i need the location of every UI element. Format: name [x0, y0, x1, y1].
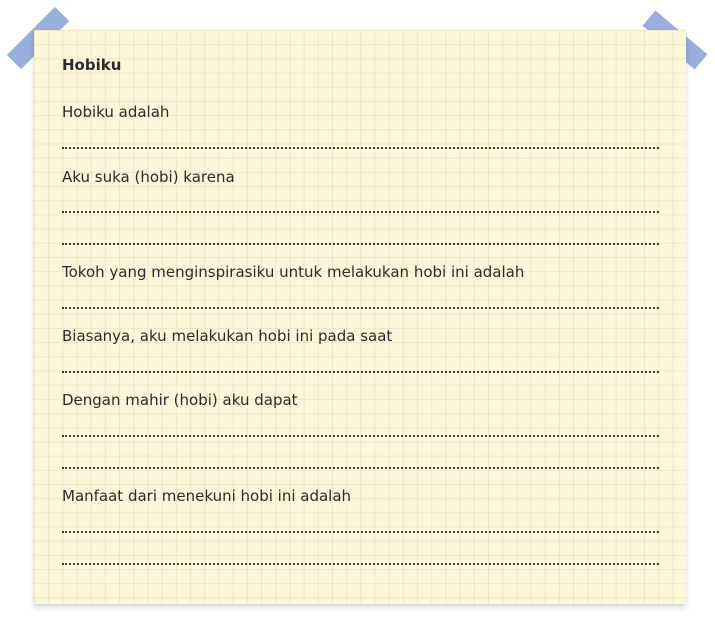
answer-line-inspiring-figure[interactable]	[62, 307, 659, 309]
worksheet-title: Hobiku	[62, 56, 122, 74]
answer-line-benefits-2[interactable]	[62, 563, 659, 565]
answer-line-skilled-can-1[interactable]	[62, 435, 659, 437]
prompt-usually-when: Biasanya, aku melakukan hobi ini pada saat	[62, 327, 393, 345]
answer-line-usually-when[interactable]	[62, 371, 659, 373]
answer-line-like-because-1[interactable]	[62, 211, 659, 213]
answer-line-hobby-is[interactable]	[62, 147, 659, 149]
answer-line-like-because-2[interactable]	[62, 243, 659, 245]
prompt-inspiring-figure: Tokoh yang menginspirasiku untuk melakukan hobi ini adalah	[62, 263, 525, 281]
prompt-skilled-can: Dengan mahir (hobi) aku dapat	[62, 391, 298, 409]
answer-line-benefits-1[interactable]	[62, 531, 659, 533]
prompt-hobby-is: Hobiku adalah	[62, 103, 170, 121]
answer-line-skilled-can-2[interactable]	[62, 467, 659, 469]
prompt-benefits: Manfaat dari menekuni hobi ini adalah	[62, 487, 352, 505]
prompt-like-because: Aku suka (hobi) karena	[62, 168, 235, 186]
